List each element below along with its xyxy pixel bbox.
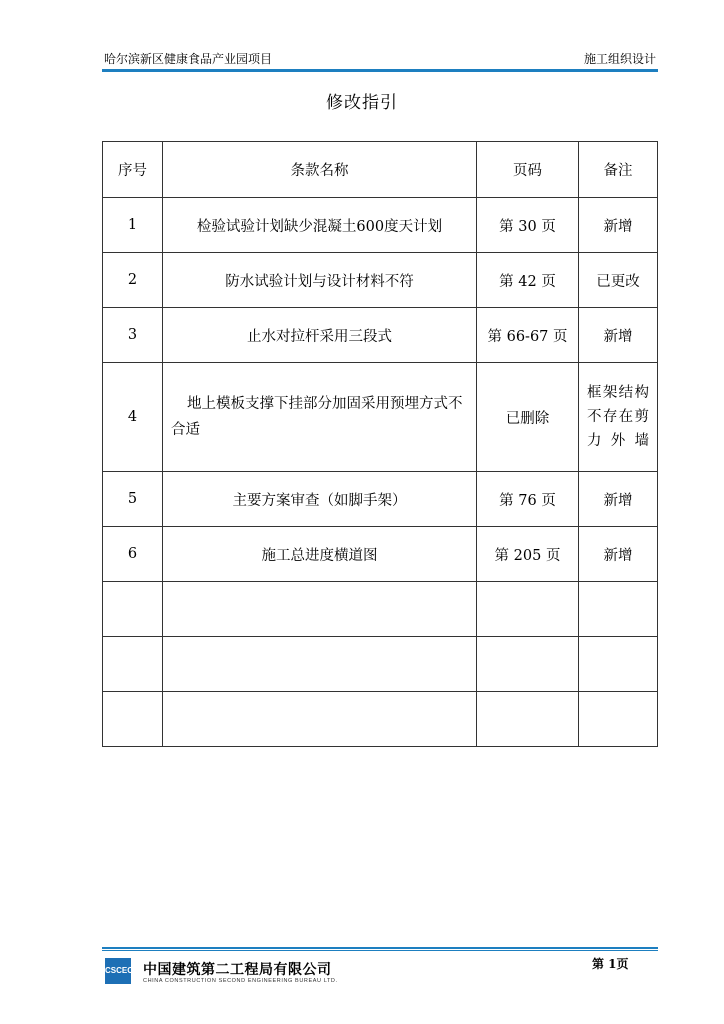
row-note: 已更改 xyxy=(579,253,658,308)
table-header-row xyxy=(103,142,658,198)
header-rule xyxy=(102,69,658,72)
row-note: 新增 xyxy=(579,472,658,527)
empty-cell xyxy=(103,637,163,692)
row-page: 第 76 页 xyxy=(477,472,579,527)
empty-cell xyxy=(477,637,579,692)
company-name-cn: 中国建筑第二工程局有限公司 xyxy=(143,962,332,978)
header-note: 备注 xyxy=(579,142,658,198)
empty-cell xyxy=(103,582,163,637)
row-no: 5 xyxy=(103,472,163,527)
row-name: 施工总进度横道图 xyxy=(163,527,477,582)
empty-row xyxy=(103,692,658,747)
page-header xyxy=(104,50,656,68)
row-name: 防水试验计划与设计材料不符 xyxy=(163,253,477,308)
empty-row xyxy=(103,637,658,692)
row-name-text: 地上模板支撑下挂部分加固采用预埋方式不合适 xyxy=(171,396,463,438)
row-note: 新增 xyxy=(579,198,658,253)
header-no: 序号 xyxy=(103,142,163,198)
header-name: 条款名称 xyxy=(163,142,477,198)
row-no: 6 xyxy=(103,527,163,582)
table-row xyxy=(103,527,658,582)
page-title: 修改指引 xyxy=(326,93,398,113)
empty-cell xyxy=(579,582,658,637)
row-no: 1 xyxy=(103,198,163,253)
empty-cell xyxy=(163,692,477,747)
empty-cell xyxy=(477,582,579,637)
empty-cell xyxy=(477,692,579,747)
row-note: 框架结构不存在剪力外墙 xyxy=(579,363,658,472)
table-row xyxy=(103,363,658,472)
row-no: 2 xyxy=(103,253,163,308)
empty-cell xyxy=(103,692,163,747)
empty-cell xyxy=(579,692,658,747)
row-no: 4 xyxy=(103,363,163,472)
row-name: 止水对拉杆采用三段式 xyxy=(163,308,477,363)
company-logo: CSCEC xyxy=(105,958,131,984)
header-page: 页码 xyxy=(477,142,579,198)
footer-rule-thin xyxy=(102,950,658,951)
table-row xyxy=(103,198,658,253)
row-name: 主要方案审查（如脚手架） xyxy=(163,472,477,527)
table-row xyxy=(103,253,658,308)
table-row xyxy=(103,472,658,527)
row-page: 第 205 页 xyxy=(477,527,579,582)
row-page: 第 30 页 xyxy=(477,198,579,253)
row-name xyxy=(163,363,477,472)
row-name: 检验试验计划缺少混凝土600度天计划 xyxy=(163,198,477,253)
project-name: 哈尔滨新区健康食品产业园项目 xyxy=(104,52,273,66)
empty-row xyxy=(103,582,658,637)
footer-rule xyxy=(102,947,658,949)
empty-cell xyxy=(163,637,477,692)
company-name-en: CHINA CONSTRUCTION SECOND ENGINEERING BUREAU LTD. xyxy=(143,978,338,984)
empty-cell xyxy=(579,637,658,692)
document-type: 施工组织设计 xyxy=(583,52,656,66)
empty-cell xyxy=(163,582,477,637)
row-no: 3 xyxy=(103,308,163,363)
page-number: 第 1页 xyxy=(592,957,629,971)
row-page: 已删除 xyxy=(477,363,579,472)
row-note: 新增 xyxy=(579,308,658,363)
row-page: 第 66-67 页 xyxy=(477,308,579,363)
table-row xyxy=(103,308,658,363)
row-note: 新增 xyxy=(579,527,658,582)
row-page: 第 42 页 xyxy=(477,253,579,308)
revision-table xyxy=(102,141,658,747)
